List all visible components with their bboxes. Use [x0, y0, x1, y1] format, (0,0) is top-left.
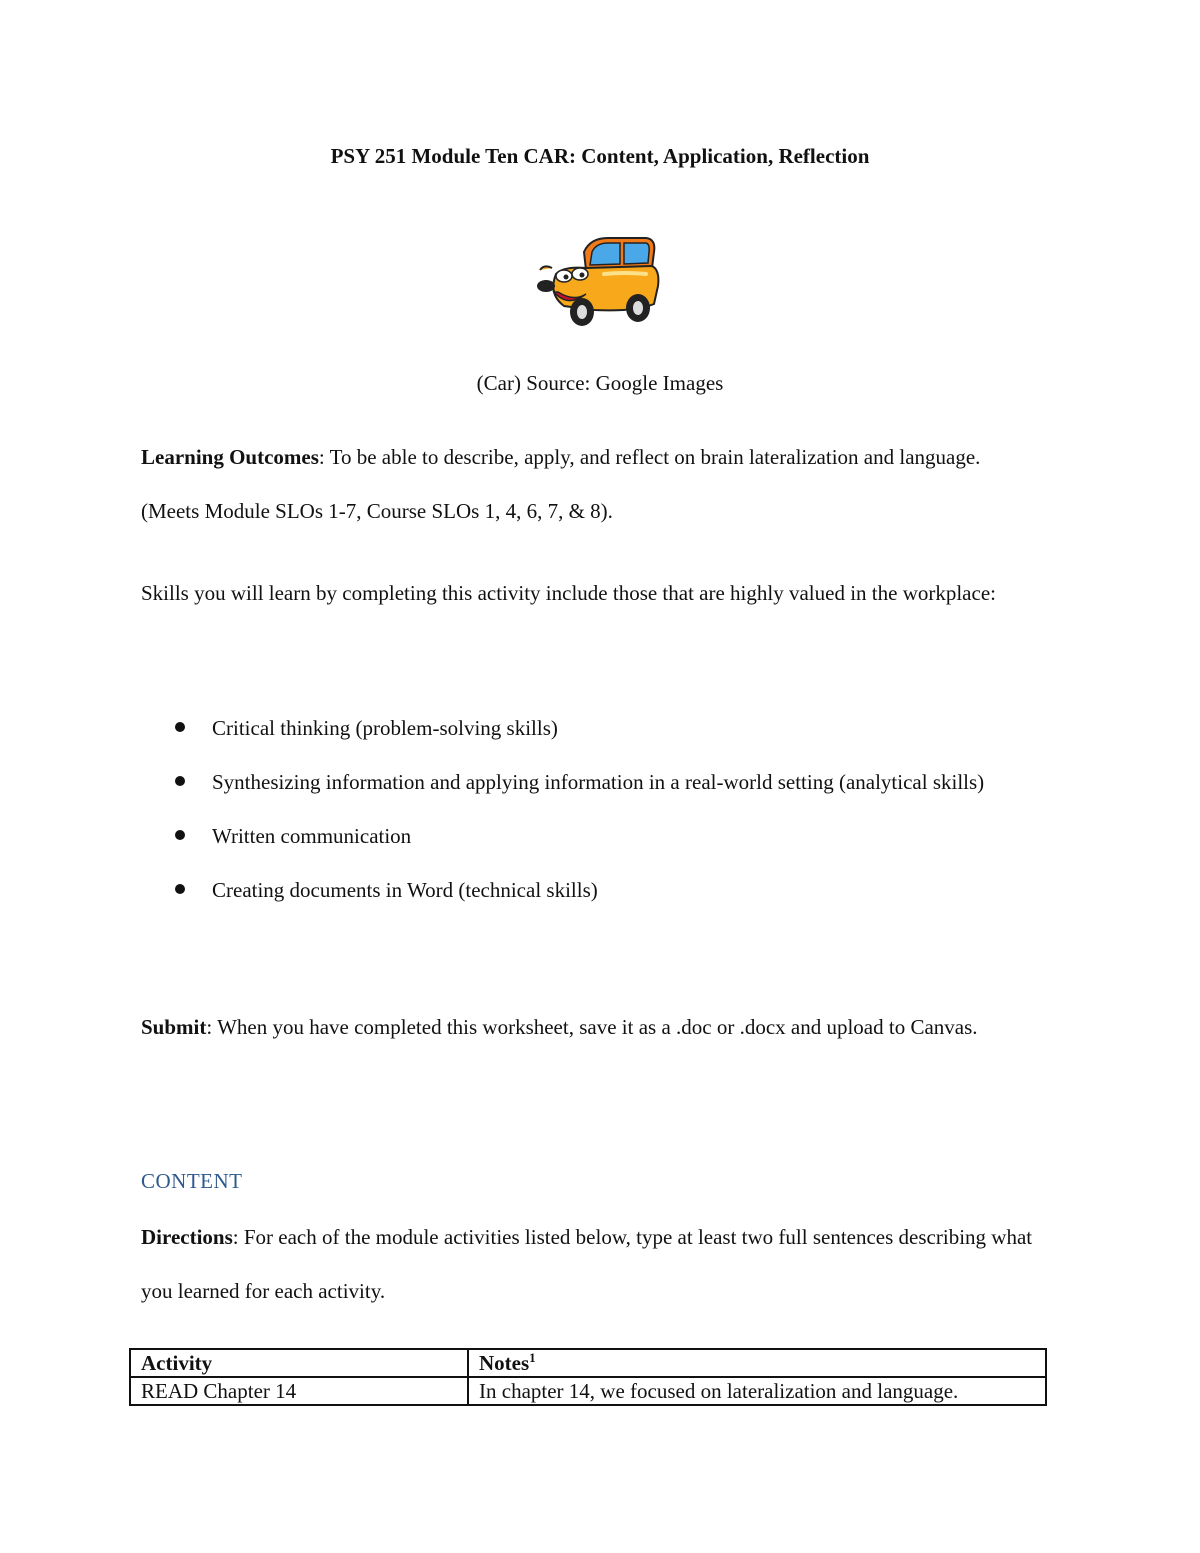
notes-column-header	[468, 1349, 1046, 1377]
activity-cell: READ Chapter 14	[130, 1377, 468, 1405]
list-item	[141, 755, 1041, 809]
notes-cell[interactable]: In chapter 14, we focused on lateralization and language.	[468, 1377, 1046, 1405]
document-title: PSY 251 Module Ten CAR: Content, Application, Reflection	[330, 144, 870, 168]
list-item	[141, 863, 1041, 917]
directions-label: Directions	[141, 1225, 233, 1249]
bullet-icon	[175, 830, 185, 840]
submit-paragraph	[141, 1000, 1041, 1054]
bullet-icon	[175, 884, 185, 894]
activity-column-header: Activity	[130, 1349, 468, 1377]
submit-label: Submit	[141, 1015, 207, 1039]
skill-text: Written communication	[212, 824, 412, 848]
learning-outcomes-paragraph	[141, 430, 1041, 538]
skills-intro-paragraph: Skills you will learn by completing this activity include those that are highly valued in the workplace:	[141, 581, 996, 605]
footnote-marker: 1	[529, 1350, 536, 1365]
bullet-icon	[175, 776, 185, 786]
directions-paragraph	[141, 1210, 1041, 1318]
table-row	[130, 1377, 1046, 1405]
learning-outcomes-text: : To be able to describe, apply, and reflect on brain lateralization and language. (Meets Module SLOs 1-7, Course SLOs 1, 4, 6, 7, & 8).	[141, 445, 981, 523]
notes-header-text: Notes	[479, 1351, 530, 1375]
list-item	[141, 809, 1041, 863]
submit-text: : When you have completed this worksheet, save it as a .doc or .docx and upload to Canvas.	[206, 1015, 978, 1039]
bullet-icon	[175, 722, 185, 732]
directions-text: : For each of the module activities listed below, type at least two full sentences describing what you learned for each activity.	[141, 1225, 1033, 1303]
content-section-heading: CONTENT	[141, 1169, 243, 1193]
table-header-row	[130, 1349, 1046, 1377]
activity-table	[129, 1348, 1047, 1406]
image-caption: (Car) Source: Google Images	[476, 371, 724, 395]
skills-list	[141, 701, 1041, 917]
list-item	[141, 701, 1041, 755]
learning-outcomes-label: Learning Outcomes	[141, 445, 319, 469]
skill-text: Synthesizing information and applying information in a real-world setting (analytical skills)	[212, 770, 985, 794]
skill-text: Creating documents in Word (technical skills)	[212, 878, 598, 902]
cartoon-car-icon	[534, 230, 662, 330]
skill-text: Critical thinking (problem-solving skills)	[212, 716, 558, 740]
